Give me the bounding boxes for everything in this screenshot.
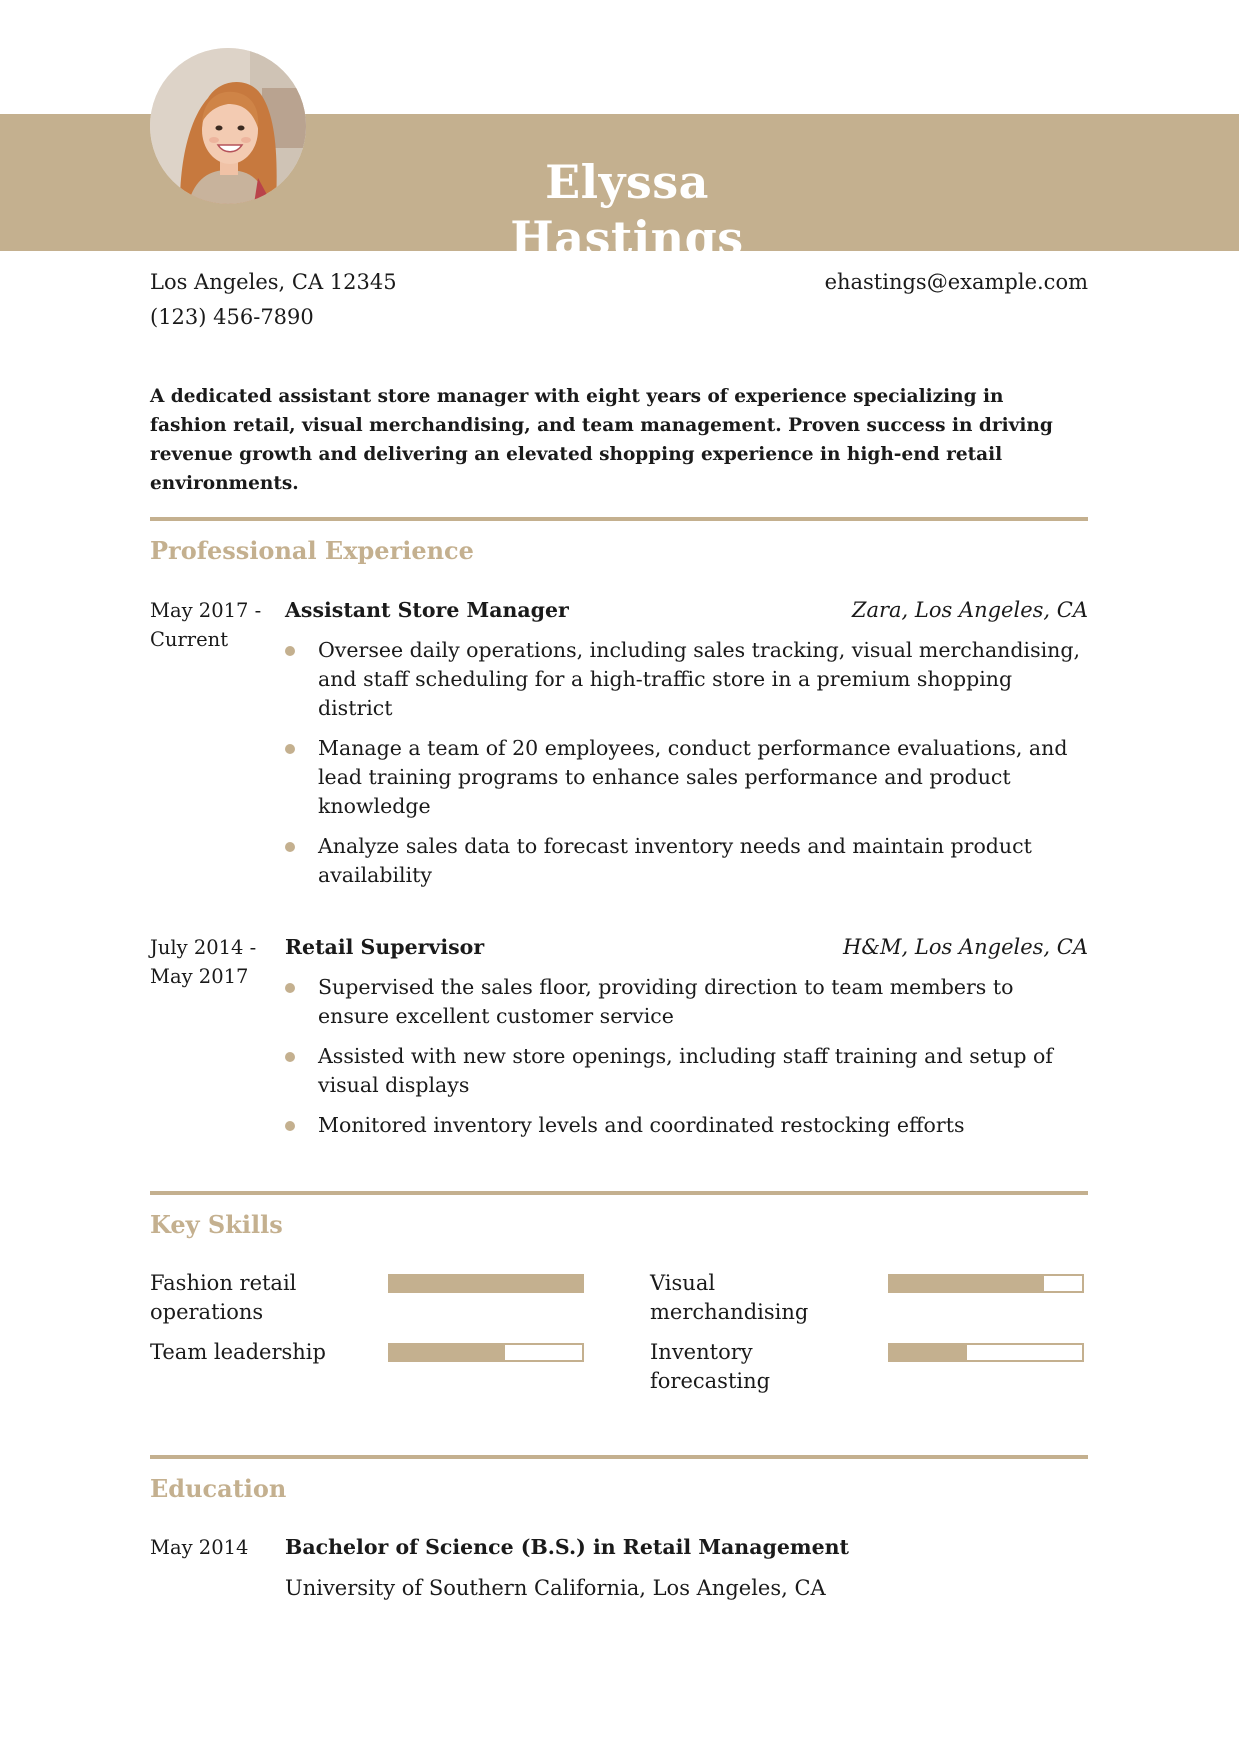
job-bullets xyxy=(285,636,1088,901)
skill-bar xyxy=(888,1343,1084,1362)
job-company: H&M, Los Angeles, CA xyxy=(843,935,1088,959)
skill-label: Visual merchandising xyxy=(650,1271,809,1324)
education-heading: Education xyxy=(150,1474,287,1503)
skill-bar-fill xyxy=(390,1345,505,1360)
skill-bar-fill xyxy=(890,1345,967,1360)
job-title: Assistant Store Manager xyxy=(285,598,569,622)
job-title: Retail Supervisor xyxy=(285,935,485,959)
job-bullet: Supervised the sales floor, providing direction to team members to ensure excellent customer service xyxy=(285,973,1088,1031)
job-bullet: Analyze sales data to forecast inventory needs and maintain product availability xyxy=(285,832,1088,890)
skill-bar xyxy=(388,1274,584,1293)
bullet-icon xyxy=(285,744,295,754)
job-company: Zara, Los Angeles, CA xyxy=(851,598,1088,622)
section-divider xyxy=(150,517,1088,521)
section-divider xyxy=(150,1191,1088,1195)
job-bullet: Assisted with new store openings, including staff training and setup of visual displays xyxy=(285,1042,1088,1100)
summary-paragraph: A dedicated assistant store manager with eight years of experience specializing in fashion retail, visual merchandising, and team management. Proven success in driving revenue growth and delivering an elevated shopping experience in high-end retail environments. xyxy=(150,386,1053,494)
skill-bar xyxy=(888,1274,1084,1293)
skill-bar-fill xyxy=(890,1276,1044,1291)
job-bullet: Oversee daily operations, including sales tracking, visual merchandising, and staff scheduling for a high-traffic store in a premium shopping district xyxy=(285,636,1088,723)
job-bullet: Manage a team of 20 employees, conduct performance evaluations, and lead training programs to enhance sales performance and product knowledge xyxy=(285,734,1088,821)
email-text: ehastings@example.com xyxy=(824,270,1088,294)
skill-label: Team leadership xyxy=(150,1340,326,1364)
skill-bar-fill xyxy=(390,1276,582,1291)
bullet-icon xyxy=(285,983,295,993)
profile-photo xyxy=(150,48,306,204)
job-date: May 2017 - Current xyxy=(150,599,262,651)
profile-photo-image xyxy=(150,48,306,204)
job-bullets xyxy=(285,973,1088,1151)
section-divider xyxy=(150,1455,1088,1459)
skill-bar xyxy=(388,1343,584,1362)
experience-heading: Professional Experience xyxy=(150,536,474,565)
bullet-icon xyxy=(285,1121,295,1131)
skills-heading: Key Skills xyxy=(150,1210,283,1239)
bullet-icon xyxy=(285,1052,295,1062)
education-date: May 2014 xyxy=(150,1536,249,1559)
bullet-icon xyxy=(285,842,295,852)
candidate-name: Elyssa Hastings xyxy=(510,155,744,265)
education-degree: Bachelor of Science (B.S.) in Retail Management xyxy=(285,1535,849,1559)
skill-label: Fashion retail operations xyxy=(150,1271,297,1324)
phone-text: (123) 456-7890 xyxy=(150,305,314,329)
skill-label: Inventory forecasting xyxy=(650,1340,771,1393)
bullet-icon xyxy=(285,646,295,656)
job-bullet: Monitored inventory levels and coordinated restocking efforts xyxy=(285,1111,1088,1140)
address-text: Los Angeles, CA 12345 xyxy=(150,270,397,294)
job-date: July 2014 - May 2017 xyxy=(150,936,257,988)
education-school: University of Southern California, Los Angeles, CA xyxy=(285,1576,826,1600)
